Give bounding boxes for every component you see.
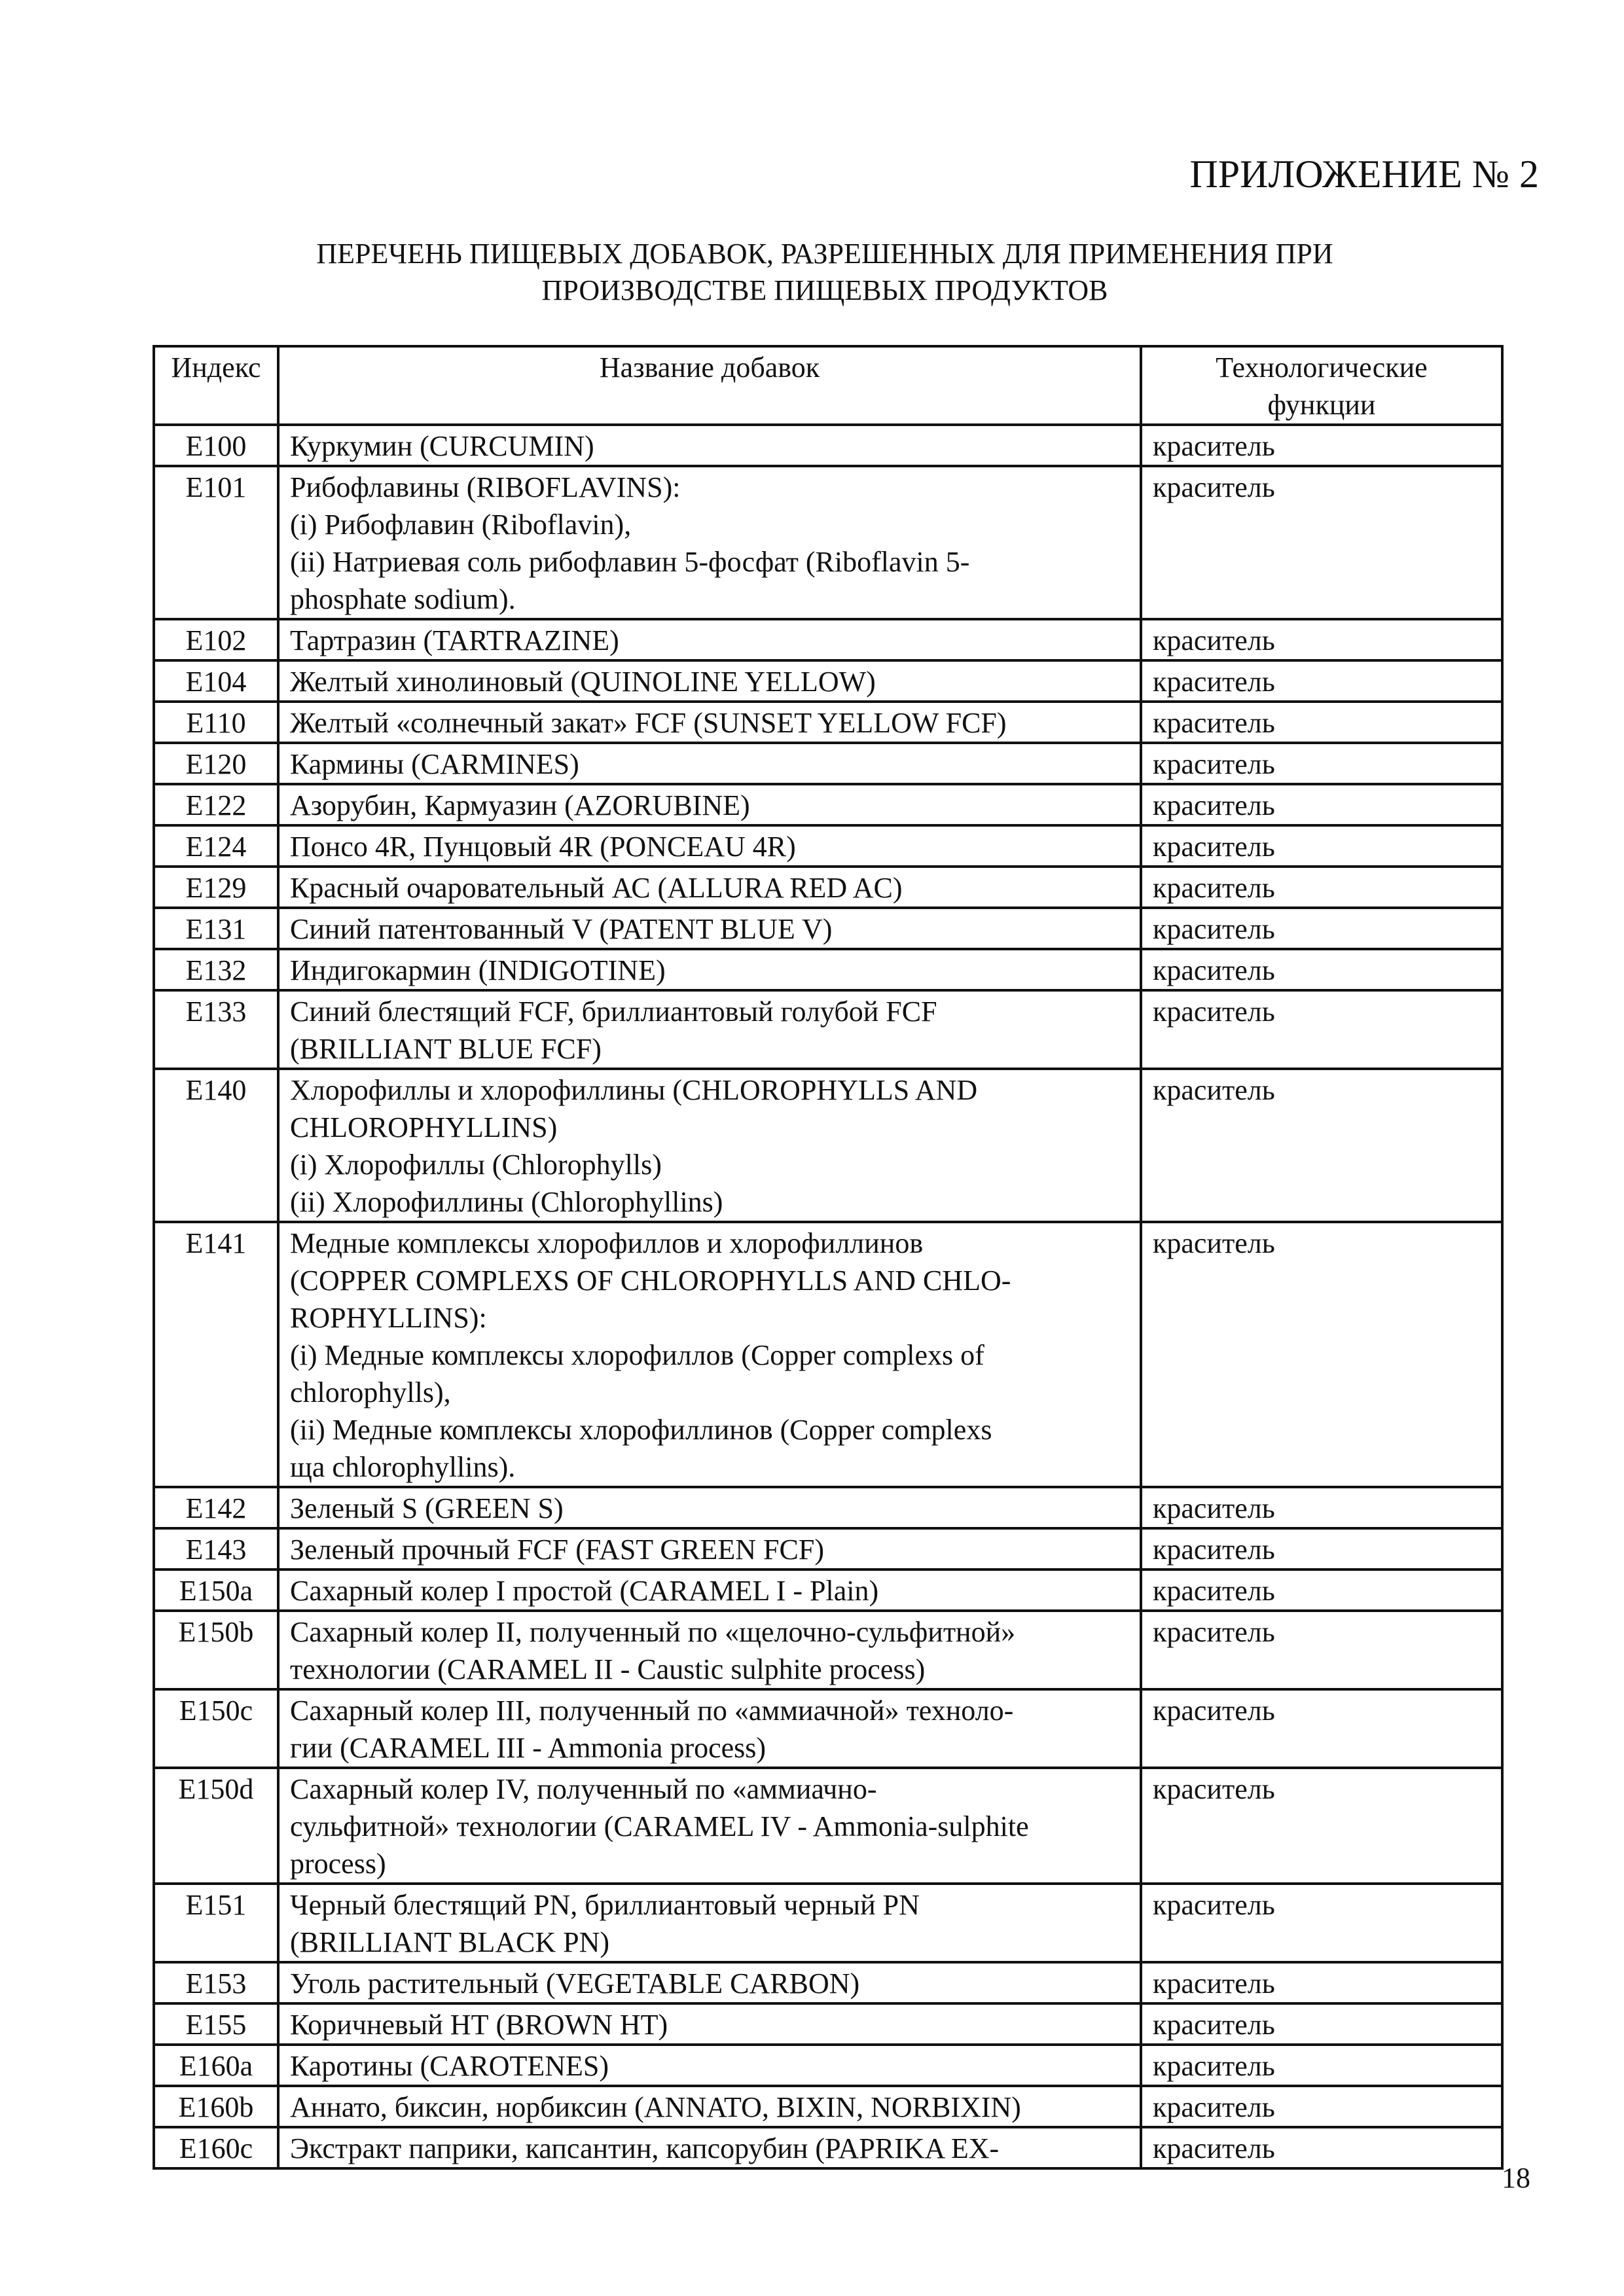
additive-index: Е101 (154, 466, 278, 619)
additive-index: Е150a (154, 1570, 278, 1611)
additive-function: краситель (1141, 2045, 1502, 2086)
additive-index: Е133 (154, 990, 278, 1069)
additive-name-line: (i) Хлорофиллы (Chlorophylls) (290, 1149, 662, 1181)
additive-name-line: Каротины (CAROTENES) (290, 2050, 609, 2082)
additive-name-line: (BRILLIANT BLUE FCF) (290, 1033, 602, 1065)
additive-index: Е120 (154, 743, 278, 784)
additive-name-line: Уголь растительный (VEGETABLE CARBON) (290, 1967, 860, 2000)
additive-name (278, 702, 1141, 743)
column-header-function (1141, 346, 1502, 425)
additive-name-line: Коричневый НТ (BROWN HT) (290, 2009, 668, 2041)
additive-name (278, 2127, 1141, 2168)
additive-name (278, 949, 1141, 990)
additive-name (278, 1487, 1141, 1528)
additive-name-line: CHLOROPHYLLINS) (290, 1111, 558, 1143)
additive-name-line: Хлорофиллы и хлорофиллины (CHLOROPHYLLS AND (290, 1074, 978, 1106)
table-row (154, 825, 1502, 867)
additive-name (278, 784, 1141, 825)
additive-index: Е150c (154, 1689, 278, 1768)
column-header-function-line: функции (1267, 389, 1376, 421)
additive-index: Е132 (154, 949, 278, 990)
additive-function: краситель (1141, 949, 1502, 990)
additive-name-line: Сахарный колер IV, полученный по «аммиачно- (290, 1773, 877, 1805)
additive-name (278, 2003, 1141, 2045)
additive-index: Е155 (154, 2003, 278, 2045)
additive-name (278, 2045, 1141, 2086)
additive-name (278, 1768, 1141, 1884)
additive-name-line: Медные комплексы хлорофиллов и хлорофиллинов (290, 1227, 924, 1259)
additive-index: Е160a (154, 2045, 278, 2086)
additive-function: краситель (1141, 990, 1502, 1069)
additive-index: Е140 (154, 1069, 278, 1222)
additive-function: краситель (1141, 702, 1502, 743)
additive-name-line: phosphate sodium). (290, 583, 516, 615)
additive-index: Е122 (154, 784, 278, 825)
table-row (154, 908, 1502, 949)
table-row (154, 1222, 1502, 1487)
table-row (154, 867, 1502, 908)
table-row (154, 1487, 1502, 1528)
additive-name-line: Аннато, биксин, норбиксин (ANNATO, BIXIN, NORBIXIN) (290, 2091, 1021, 2123)
table-row (154, 990, 1502, 1069)
additive-function: краситель (1141, 1069, 1502, 1222)
additive-name-line: (ii) Натриевая соль рибофлавин 5-фосфат (Riboflavin 5- (290, 546, 970, 578)
column-header-function-line: Технологические (1216, 351, 1428, 384)
additive-name-line: Сахарный колер I простой (CARAMEL I - Plain) (290, 1575, 879, 1607)
additive-name-line: process) (290, 1848, 386, 1880)
additive-name (278, 1689, 1141, 1768)
table-row (154, 1768, 1502, 1884)
additive-name (278, 2086, 1141, 2127)
table-row (154, 2086, 1502, 2127)
column-header-name: Название добавок (278, 346, 1141, 425)
additive-name (278, 908, 1141, 949)
additive-name-line: Желтый хинолиновый (QUINOLINE YELLOW) (290, 666, 876, 698)
additive-name (278, 1069, 1141, 1222)
additive-name-line: Экстракт паприки, капсантин, капсорубин (PAPRIKA EX- (290, 2132, 1000, 2164)
additive-name (278, 1222, 1141, 1487)
table-row (154, 660, 1502, 702)
additive-name-line: Черный блестящий PN, бриллиантовый черный PN (290, 1889, 920, 1921)
additive-function: краситель (1141, 466, 1502, 619)
additive-function: краситель (1141, 1570, 1502, 1611)
additive-name-line: (COPPER COMPLEXS OF CHLOROPHYLLS AND CHLO- (290, 1265, 1011, 1297)
additive-index: Е150b (154, 1611, 278, 1689)
document-title-line: ПРОИЗВОДСТВЕ ПИЩЕВЫХ ПРОДУКТОВ (541, 274, 1108, 306)
additive-function: краситель (1141, 867, 1502, 908)
additive-name-line: Индигокармин (INDIGOTINE) (290, 954, 666, 986)
additive-name-line: гии (CARAMEL III - Ammonia process) (290, 1732, 767, 1764)
additive-name (278, 743, 1141, 784)
additive-name (278, 466, 1141, 619)
table-header-row (154, 346, 1502, 425)
document-title (151, 236, 1499, 309)
document-title-line: ПЕРЕЧЕНЬ ПИЩЕВЫХ ДОБАВОК, РАЗРЕШЕННЫХ ДЛЯ ПРИМЕНЕНИЯ ПРИ (316, 238, 1333, 270)
additive-name-line: Желтый «солнечный закат» FCF (SUNSET YELLOW FCF) (290, 707, 1007, 739)
additive-name-line: (i) Медные комплексы хлорофиллов (Copper complexs of (290, 1339, 984, 1371)
additive-index: Е150d (154, 1768, 278, 1884)
additive-function: краситель (1141, 425, 1502, 466)
table-row (154, 1611, 1502, 1689)
additive-index: Е160b (154, 2086, 278, 2127)
additive-name-line: Зеленый прочный FCF (FAST GREEN FCF) (290, 1534, 824, 1566)
additive-function: краситель (1141, 1962, 1502, 2003)
additive-name-line: (BRILLIANT BLACK PN) (290, 1926, 610, 1958)
additive-function: краситель (1141, 660, 1502, 702)
additive-name-line: Синий блестящий FCF, бриллиантовый голубой FCF (290, 996, 937, 1028)
table-row (154, 1570, 1502, 1611)
additive-function: краситель (1141, 2086, 1502, 2127)
additive-name (278, 660, 1141, 702)
table-body (154, 425, 1502, 2168)
additive-function: краситель (1141, 1528, 1502, 1570)
additive-function: краситель (1141, 2127, 1502, 2168)
additive-function: краситель (1141, 1611, 1502, 1689)
food-additives-table (153, 345, 1504, 2170)
additive-name-line: ROPHYLLINS): (290, 1302, 487, 1334)
additive-index: Е100 (154, 425, 278, 466)
table-row (154, 949, 1502, 990)
additive-name-line: Рибофлавины (RIBOFLAVINS): (290, 471, 681, 503)
table-row (154, 466, 1502, 619)
column-header-index: Индекс (154, 346, 278, 425)
additive-name-line: (i) Рибофлавин (Riboflavin), (290, 509, 632, 541)
additive-index: Е142 (154, 1487, 278, 1528)
additive-function: краситель (1141, 1884, 1502, 1962)
table-row (154, 743, 1502, 784)
table-row (154, 1528, 1502, 1570)
additive-index: Е110 (154, 702, 278, 743)
additive-index: Е143 (154, 1528, 278, 1570)
additive-index: Е151 (154, 1884, 278, 1962)
table-row (154, 1689, 1502, 1768)
additive-name-line: (ii) Медные комплексы хлорофиллинов (Copper complexs (290, 1414, 992, 1446)
additive-name (278, 425, 1141, 466)
table-row (154, 425, 1502, 466)
additive-name (278, 619, 1141, 660)
table-row (154, 1962, 1502, 2003)
appendix-label: ПРИЛОЖЕНИЕ № 2 (1189, 152, 1539, 196)
additive-name-line: Красный очаровательный АС (ALLURA RED AC) (290, 872, 903, 904)
additive-name (278, 1570, 1141, 1611)
additive-function: краситель (1141, 743, 1502, 784)
additive-function: краситель (1141, 908, 1502, 949)
additive-index: Е160c (154, 2127, 278, 2168)
additive-name-line: сульфитной» технологии (CARAMEL IV - Ammonia-sulphite (290, 1810, 1029, 1842)
additive-name-line: Сахарный колер III, полученный по «аммиачной» техноло- (290, 1695, 1014, 1727)
table-row (154, 2003, 1502, 2045)
additive-function: краситель (1141, 2003, 1502, 2045)
additive-name-line: Азорубин, Кармуазин (AZORUBINE) (290, 789, 750, 821)
additive-function: краситель (1141, 1768, 1502, 1884)
additive-index: Е153 (154, 1962, 278, 2003)
additive-name-line: Тартразин (TARTRAZINE) (290, 624, 619, 656)
additive-name-line: Куркумин (CURCUMIN) (290, 430, 594, 462)
additive-function: краситель (1141, 619, 1502, 660)
additive-index: Е102 (154, 619, 278, 660)
table-row (154, 702, 1502, 743)
additive-function: краситель (1141, 825, 1502, 867)
additive-name-line: Сахарный колер II, полученный по «щелочно-сульфитной» (290, 1616, 1016, 1648)
additive-function: краситель (1141, 784, 1502, 825)
additive-name-line: (ii) Хлорофиллины (Chlorophyllins) (290, 1186, 723, 1218)
additive-name-line: Синий патентованный V (PATENT BLUE V) (290, 913, 833, 945)
additive-index: Е104 (154, 660, 278, 702)
additive-name-line: технологии (CARAMEL II - Caustic sulphite process) (290, 1653, 926, 1685)
additive-function: краситель (1141, 1487, 1502, 1528)
additive-name-line: Понсо 4R, Пунцовый 4R (PONCEAU 4R) (290, 831, 796, 863)
additive-name (278, 867, 1141, 908)
table-row (154, 619, 1502, 660)
additive-function: краситель (1141, 1222, 1502, 1487)
additive-index: Е141 (154, 1222, 278, 1487)
table-row (154, 2127, 1502, 2168)
page-number: 18 (1502, 2162, 1530, 2194)
additive-name (278, 990, 1141, 1069)
additive-name-line: chlorophylls), (290, 1376, 451, 1408)
additive-name (278, 825, 1141, 867)
additive-index: Е131 (154, 908, 278, 949)
table-row (154, 784, 1502, 825)
additive-name-line: ща chlorophyllins). (290, 1451, 516, 1483)
table-row (154, 1069, 1502, 1222)
additive-name-line: Зеленый S (GREEN S) (290, 1492, 564, 1524)
additive-name (278, 1962, 1141, 2003)
table-row (154, 1884, 1502, 1962)
additive-function: краситель (1141, 1689, 1502, 1768)
additive-name-line: Кармины (CARMINES) (290, 748, 579, 780)
additive-index: Е129 (154, 867, 278, 908)
table-row (154, 2045, 1502, 2086)
additive-index: Е124 (154, 825, 278, 867)
additive-name (278, 1528, 1141, 1570)
additive-name (278, 1611, 1141, 1689)
additive-name (278, 1884, 1141, 1962)
